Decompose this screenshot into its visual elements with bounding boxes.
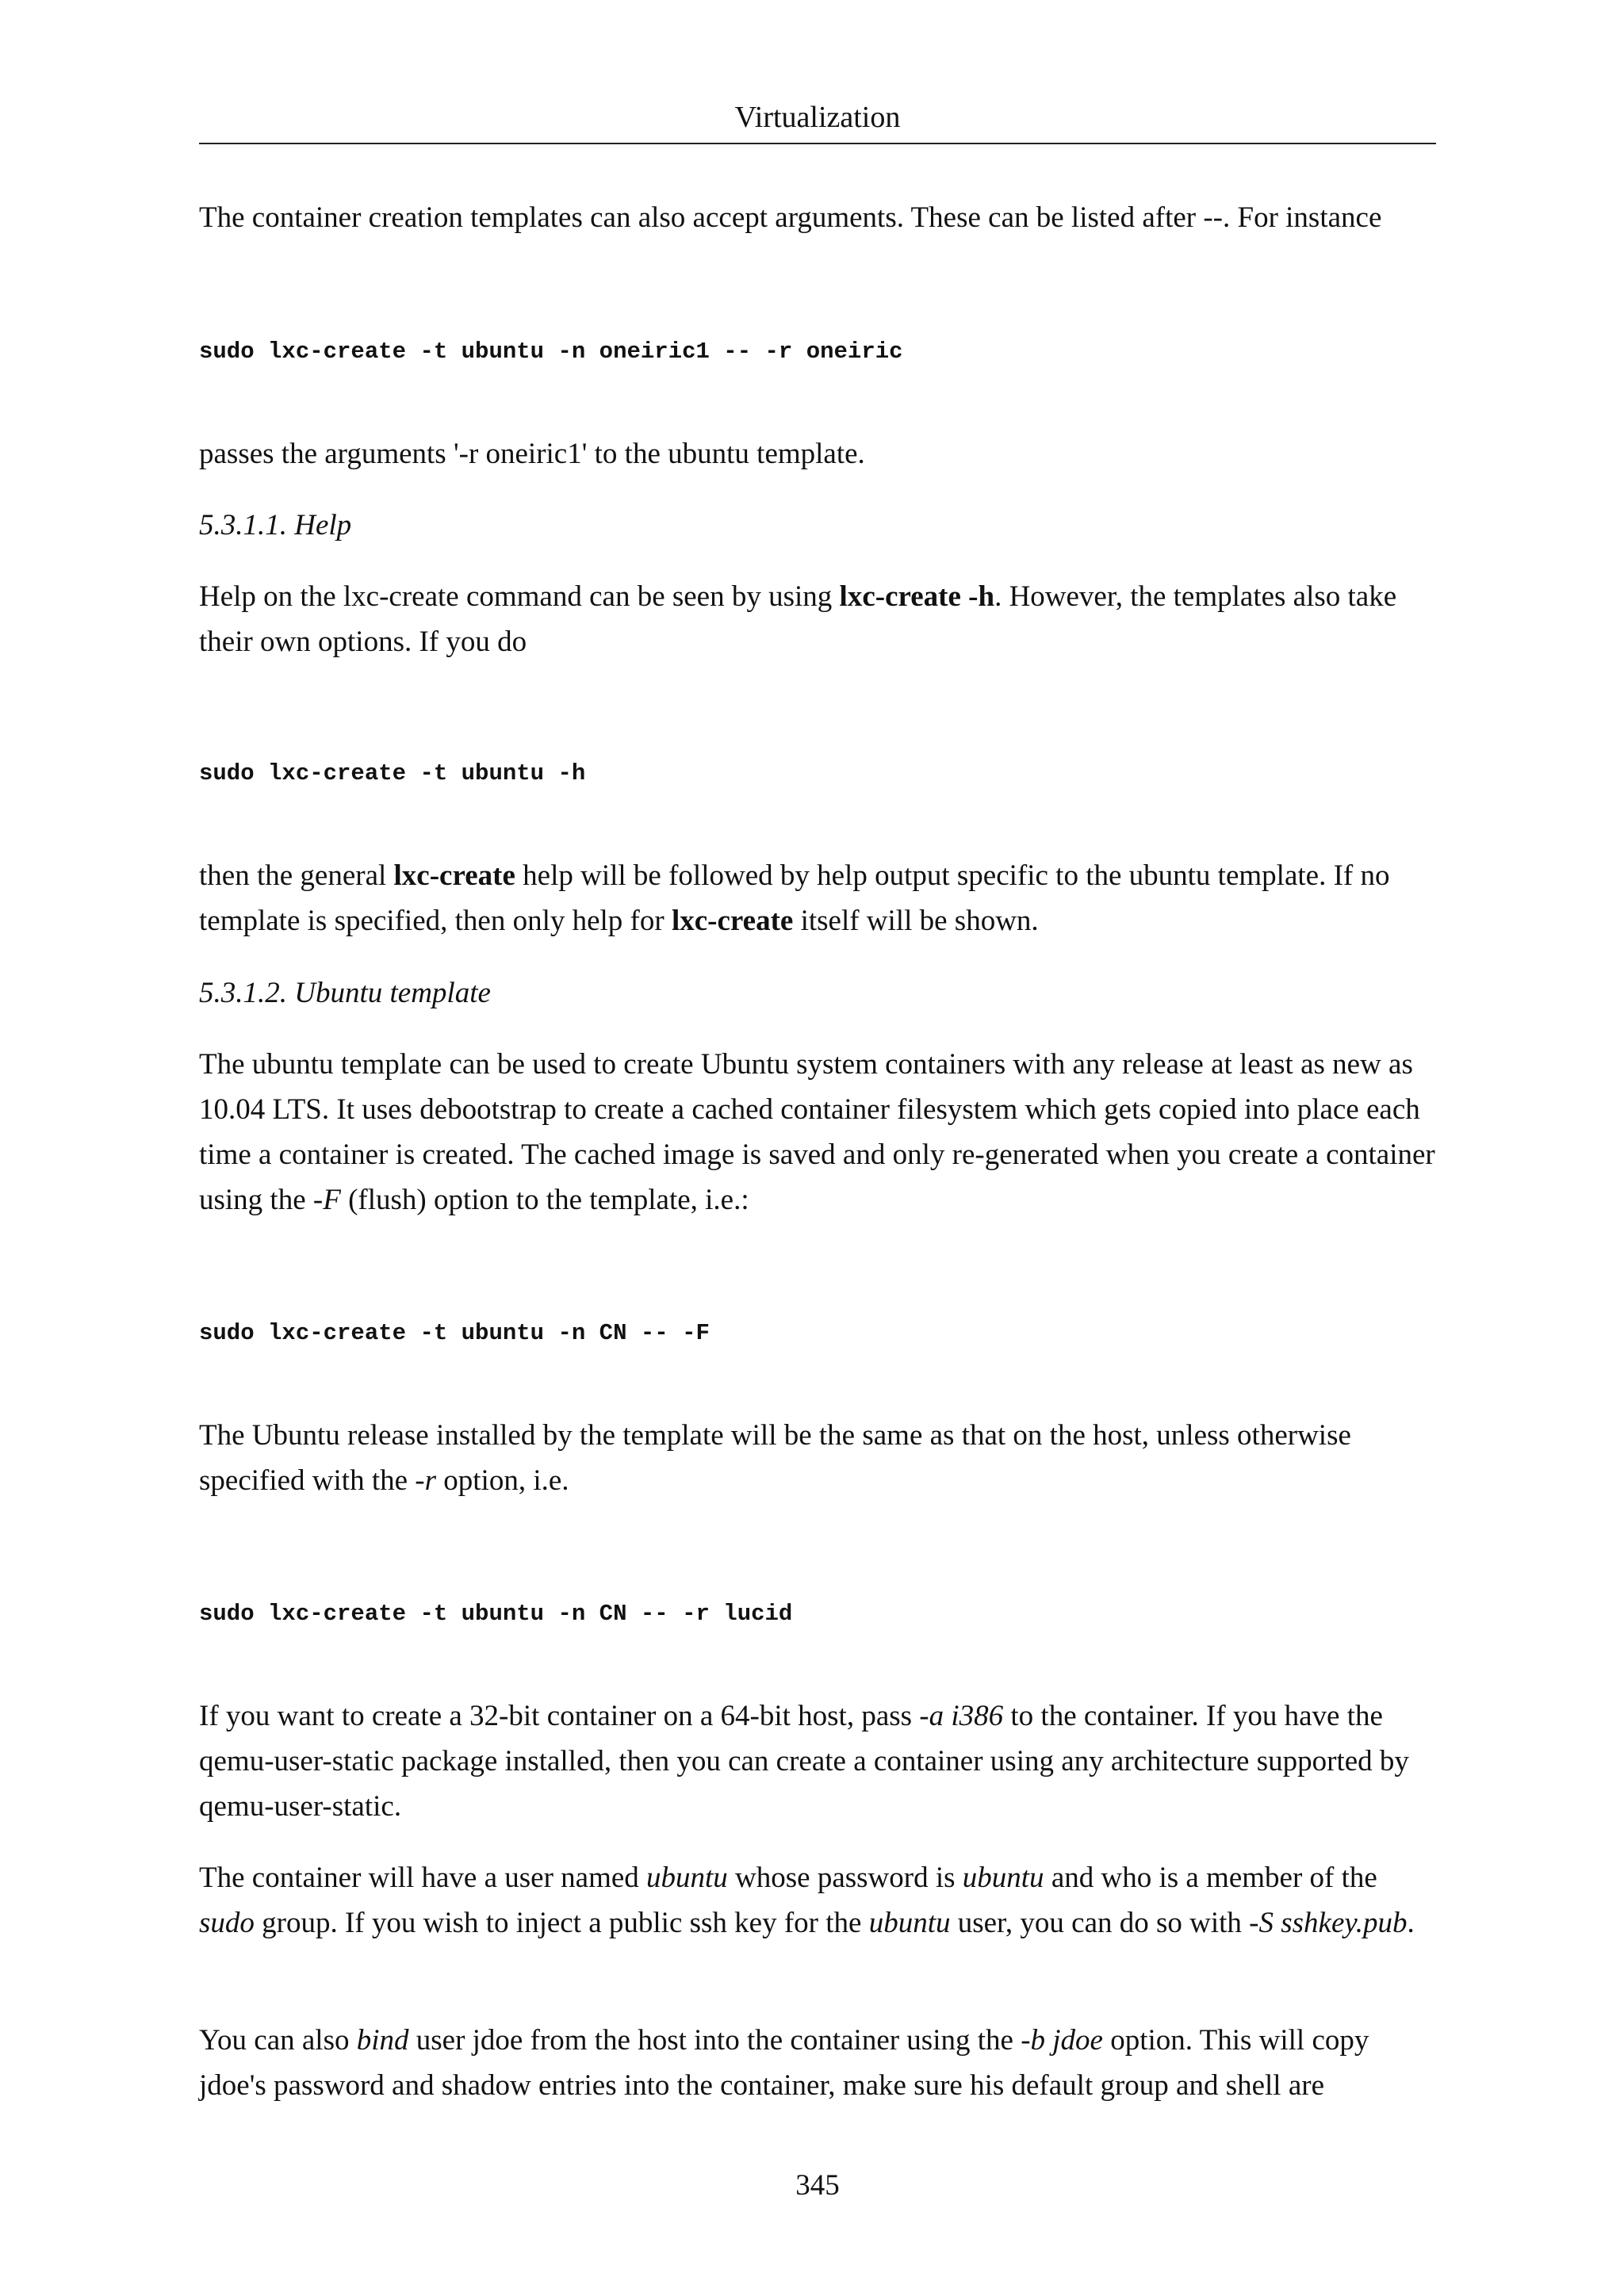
paragraph-template-arguments: The container creation templates can also accept arguments. These can be listed after --. For instance (199, 201, 1382, 234)
paragraph-bind-user: You can also bind user jdoe from the host into the container using the -b jdoe option. This will copy jdoe's password and shadow entries into the container, make sure his default group and shell are (199, 2024, 1369, 2102)
code-create-oneiric: sudo lxc-create -t ubuntu -n oneiric1 -- -r oneiric (199, 339, 903, 365)
paragraph-user: The container will have a user named ubuntu whose password is ubuntu and who is a member of the sudo group. If you wish to inject a public ssh key for the ubuntu user, you can do so with -S sshkey.pub. (199, 1862, 1415, 1939)
header-rule (199, 143, 1436, 144)
code-template-help: sudo lxc-create -t ubuntu -h (199, 760, 586, 786)
section-heading-ubuntu-template: 5.3.1.2. Ubuntu template (199, 977, 491, 1009)
running-header: Virtualization (734, 101, 901, 134)
paragraph-release: The Ubuntu release installed by the template will be the same as that on the host, unless otherwise specified with the -r option, i.e. (199, 1419, 1351, 1497)
paragraph-general-help: then the general lxc-create help will be followed by help output specific to the ubuntu template. If no template is specified, then only help for lxc-create itself will be shown. (199, 859, 1390, 937)
page-number: 345 (795, 2169, 840, 2202)
section-heading-help: 5.3.1.1. Help (199, 509, 352, 541)
paragraph-32bit: If you want to create a 32-bit container on a 64-bit host, pass -a i386 to the container. If you have the qemu-user-static package installed, then you can create a container using any architecture supported by qemu-user-static. (199, 1700, 1409, 1823)
paragraph-help: Help on the lxc-create command can be seen by using lxc-create -h. However, the templates also take their own options. If you do (199, 580, 1397, 658)
code-create-lucid: sudo lxc-create -t ubuntu -n CN -- -r lucid (199, 1601, 793, 1627)
code-create-flush: sudo lxc-create -t ubuntu -n CN -- -F (199, 1320, 710, 1346)
paragraph-ubuntu-template: The ubuntu template can be used to create Ubuntu system containers with any release at least as new as 10.04 LTS. It uses debootstrap to create a cached container filesystem which gets copied into place each time a container is created. The cached image is saved and only re-generated when you create a container using the -F (flush) option to the template, i.e.: (199, 1048, 1435, 1216)
document-page (199, 0, 1436, 2296)
paragraph-passes-arguments: passes the arguments '-r oneiric1' to the ubuntu template. (199, 438, 865, 470)
